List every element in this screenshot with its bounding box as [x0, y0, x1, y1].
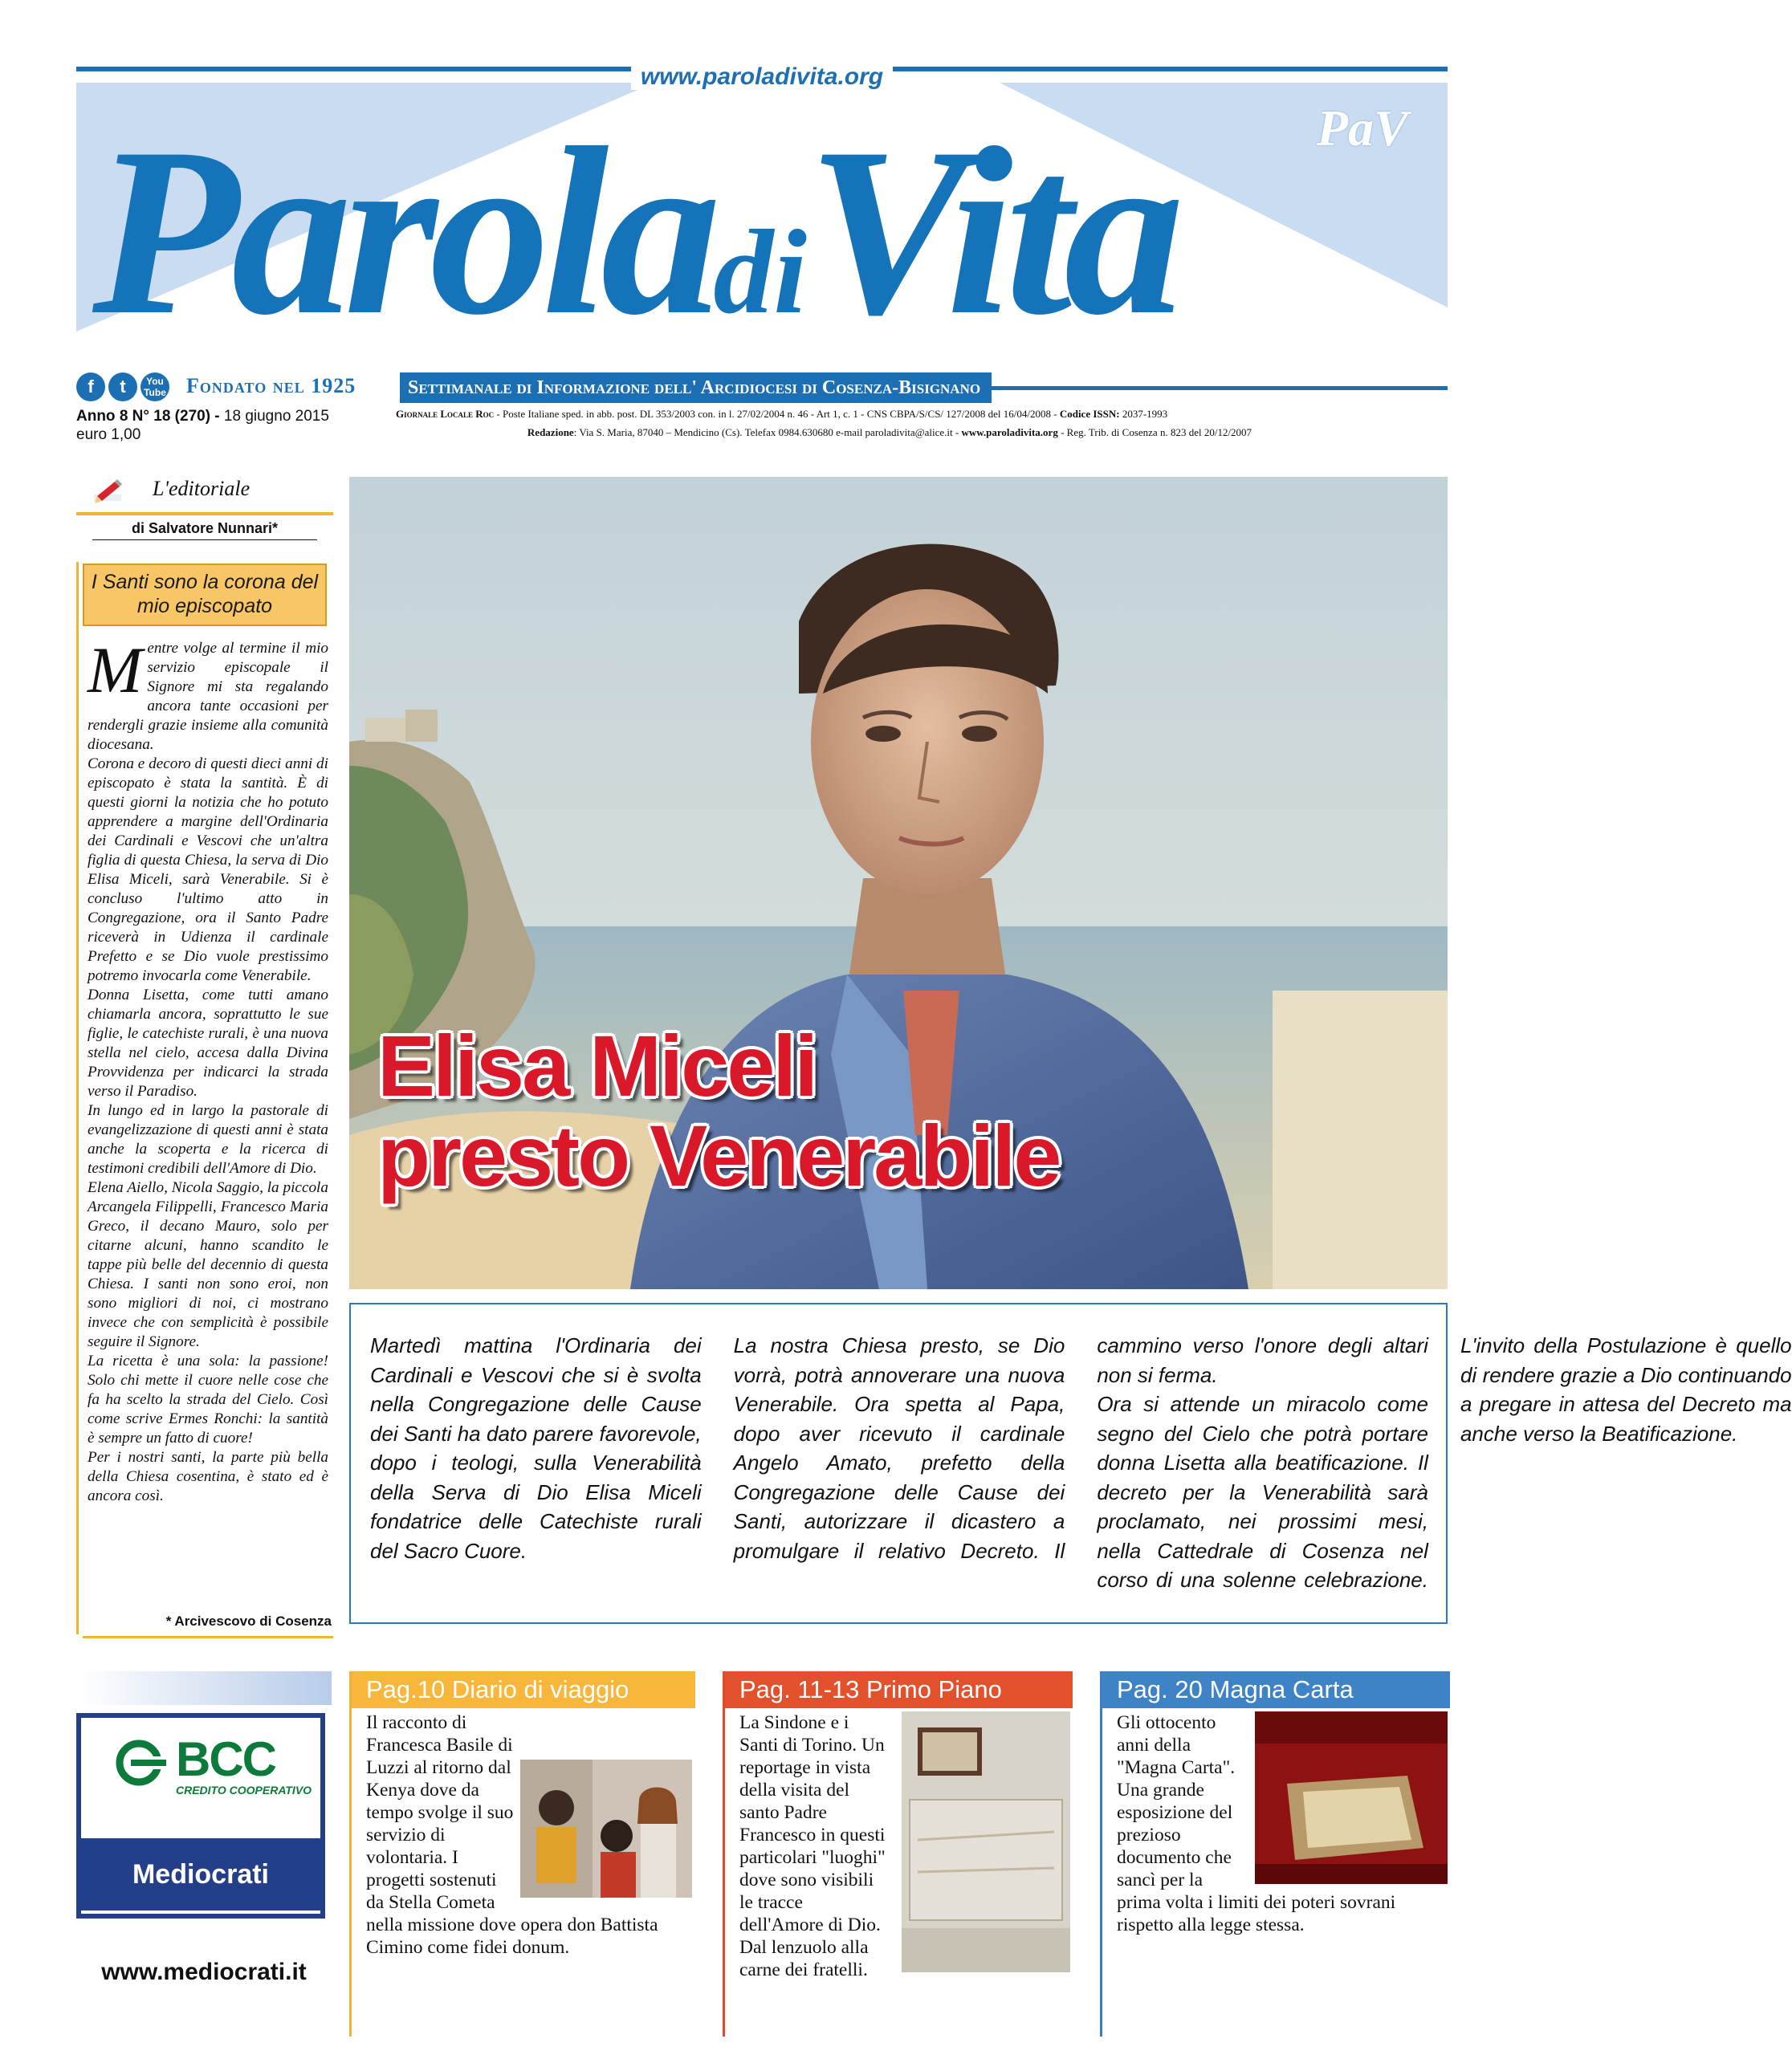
- publication-info: Giornale Locale Roc - Poste Italiane sped. in abb. post. DL 353/2003 con. in l. 27/02/2004 n. 46 - Art 1, c. 1 - CNS CBPA/S/CS/ 127/2008 del 16/04/2008 - Codice ISSN: 2037-1993: [396, 408, 1168, 420]
- subtitle-bar: [400, 371, 1448, 405]
- facebook-icon[interactable]: f: [76, 372, 105, 401]
- issue-price: euro 1,00: [76, 426, 141, 443]
- main-headline: [377, 1017, 1060, 1204]
- founded-label: Fondato nel 1925: [186, 374, 356, 397]
- editorial-paragraph: Mentre volge al termine il mio servizio episcopale il Signore mi sta regalando ancora tante occasioni per rendergli grazie insieme alla comunità diocesana.: [88, 633, 328, 753]
- ad-bar: Mediocrati: [81, 1838, 320, 1911]
- bcc-logo-icon: [116, 1740, 173, 1785]
- teaser-header[interactable]: Pag. 20 Magna Carta: [1102, 1671, 1450, 1708]
- editorial-office-info: Redazione: Via S. Maria, 87040 – Mendicino (Cs). Telefax 0984.630680 e-mail paroladivita@alice.it - www.paroladivita.org - Reg. Trib. di Cosenza n. 823 del 20/12/2007: [527, 426, 1252, 438]
- main-article-text: [370, 1331, 1792, 1620]
- newspaper-logo-title: ParoladiVita: [92, 98, 1177, 364]
- editorial-body: [88, 633, 328, 1606]
- youtube-icon[interactable]: You Tube: [141, 372, 169, 401]
- teaser-text: Il racconto di Francesca Basile di Luzzi al ritorno dal Kenya dove da tempo svolge il suo servizio di volontaria. I progetti sostenuti da Stella Cometa nella missione dove opera don Battista Cimino come fidei donum.: [366, 1712, 658, 1958]
- editorial-paragraph: Corona e decoro di questi dieci anni di episcopato è stata la santità. È di questi giorni la notizia che ho potuto apprendere a margine dell'Ordinaria dei Cardinali e Vescovi che un'altra figlia di questa Chiesa, la serva di Dio Elisa Miceli, sarà Venerabile. Si è concluso l'ultimo atto in Congregazione, ora il Santo Padre riceverà in Udienza il cardinale Prefetto e se Dio vuole prestissimo potremo invocarla come Venerabile.: [88, 755, 328, 984]
- editorial-bottom-rule: [83, 1636, 333, 1638]
- editorial-paragraph: Per i nostri santi, la parte più bella della Chiesa cosentina, è stato ed è ancora così.: [88, 1449, 328, 1504]
- author-underline: [92, 539, 317, 540]
- main-headline-line1: Elisa Miceli: [377, 1017, 817, 1114]
- ad-panel: [76, 1713, 325, 1919]
- social-icons: [76, 372, 173, 401]
- editorial-author: di Salvatore Nunnari*: [131, 520, 279, 536]
- ad-brand: BCC: [176, 1732, 275, 1786]
- teaser-header[interactable]: Pag. 11-13 Primo Piano: [725, 1671, 1073, 1708]
- editorial-paragraph: Donna Lisetta, come tutti amano chiamarla ancora, soprattutto le sue figlie, le catechiste rurali, è una nuova stella nel cielo, accesa dalla Divina Provvidenza per indicarci la strada verso il Paradiso.: [88, 987, 328, 1100]
- issue-number: Anno 8 N° 18 (270) - 18 giugno 2015: [76, 408, 329, 425]
- ad-url-link[interactable]: www.mediocrati.it: [101, 1959, 307, 1985]
- article-paragraph: Ora si attende un miracolo come segno del Cielo che potrà portare donna Lisetta alla beatificazione. Il decreto per la Venerabilità sarà proclamato, nei prossimi mesi, nella Cattedrale di Cosenza nel corso di una solenne celebrazione. L'invito della Postulazione è quello di rendere grazie a Dio continuando a pregare in attesa del Decreto ma anche verso la Beatificazione.: [1097, 1333, 1792, 1592]
- main-headline-line2: presto Venerabile: [377, 1107, 1060, 1204]
- editorial-headline: I Santi sono la corona del mio episcopato: [83, 564, 327, 626]
- editorial-column: [76, 474, 333, 1636]
- article-paragraph: Martedì mattina l'Ordinaria dei Cardinali e Vescovi che si è svolta nella Congregazione delle Cause dei Santi ha dato parere favorevole, dopo i teologi, sulla Venerabilità della Serva di Dio Elisa Miceli fondatrice delle Catechiste rurali del Sacro Cuore.: [370, 1333, 702, 1563]
- masthead: [76, 63, 1448, 398]
- advertisement-bcc[interactable]: [76, 1671, 332, 2037]
- pav-logo-mark: PaV: [1317, 100, 1408, 157]
- editorial-rule: [76, 512, 333, 515]
- pencil-icon: [92, 478, 123, 506]
- editorial-label: L'editoriale: [153, 477, 250, 500]
- ad-top-strip: [76, 1671, 332, 1705]
- teaser-primo-piano[interactable]: [723, 1671, 1073, 2037]
- website-link[interactable]: www.paroladivita.org: [76, 67, 1448, 94]
- drop-cap: M: [88, 633, 143, 706]
- editorial-paragraph: In lungo ed in largo la pastorale di evangelizzazione di questi anni è stata anche la scoperta e la ricerca di testimoni credibili dell'Amore di Dio.: [88, 1102, 328, 1177]
- editorial-signature: * Arcivescovo di Cosenza: [165, 1613, 332, 1629]
- editorial-paragraph: La ricetta è una sola: la passione! Solo chi mette il cuore nelle cose che fa ha scelto la strada del Cielo. Così come scrive Ermes Ronchi: la santità è sempre un fatto di cuore!: [88, 1353, 328, 1447]
- article-paragraph: La nostra Chiesa presto, se Dio vorrà, potrà annoverare una nuova Venerabile. Ora spetta al Papa, dopo aver ricevuto il cardinale Angelo Amato, prefetto della Congregazione delle Cause dei Santi, autorizzare il dicastero a promulgare il relativo Decreto. Il cammino verso l'onore degli altari non si ferma.: [733, 1333, 1428, 1563]
- teaser-text: La Sindone e i Santi di Torino. Un reportage in vista della visita del santo Padre Francesco in questi particolari "luoghi" dove sono visibili le tracce dell'Amore di Dio. Dal lenzuolo alla carne dei fratelli.: [739, 1712, 886, 1980]
- twitter-icon[interactable]: t: [108, 372, 137, 401]
- editorial-side-rule: [76, 562, 79, 1634]
- editorial-paragraph: Elena Aiello, Nicola Saggio, la piccola Arcangela Filippelli, Francesco Maria Greco, il decano Mauro, solo per citarne alcuni, hanno scandito le tappe più belle del decennio di questa Chiesa. I santi non sono eroi, non sono migliori di noi, ci mostrano invece che con semplicità è possibile seguire il Signore.: [88, 1179, 328, 1350]
- teaser-header[interactable]: Pag.10 Diario di viaggio: [352, 1671, 695, 1708]
- ad-subtitle: CREDITO COOPERATIVO: [176, 1784, 312, 1797]
- teaser-magna-carta[interactable]: [1100, 1671, 1450, 2037]
- subtitle-text: Settimanale di Informazione dell' Arcidiocesi di Cosenza-Bisignano: [400, 372, 992, 403]
- teaser-diario-di-viaggio[interactable]: [349, 1671, 695, 2037]
- teaser-text: Gli ottocento anni della "Magna Carta". Una grande esposizione del prezioso documento che sancì per la prima volta i limiti dei poteri sovrani rispetto alla legge stessa.: [1117, 1712, 1396, 1935]
